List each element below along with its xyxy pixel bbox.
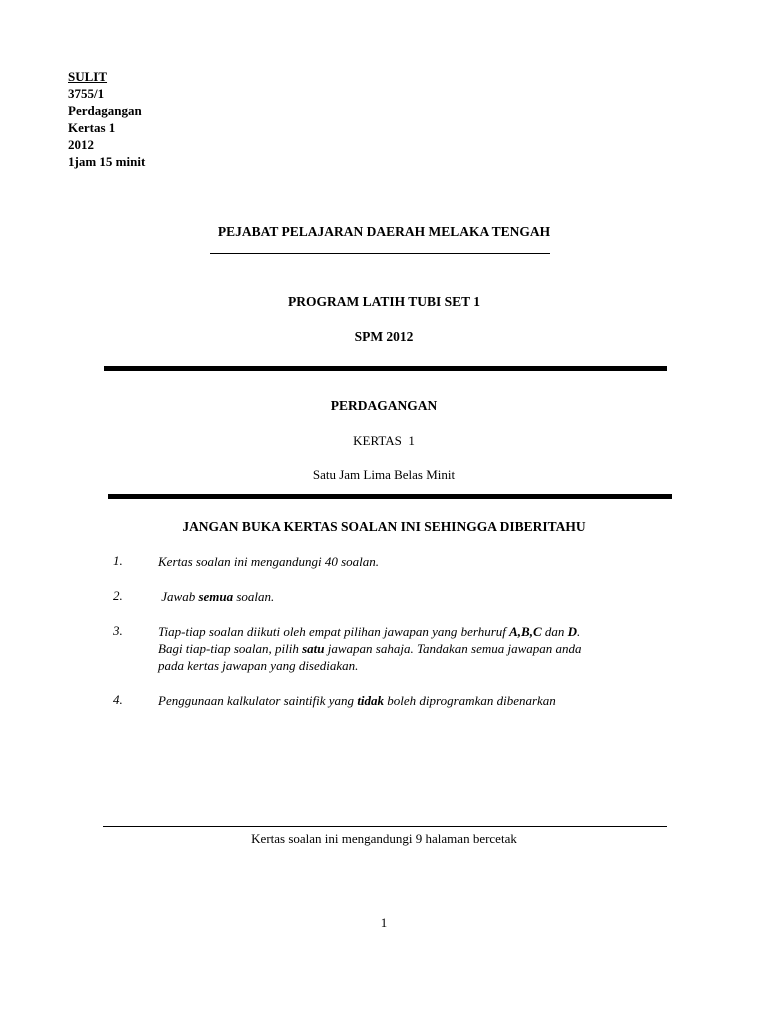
instruction-emphasis: A,B,C [509, 624, 542, 639]
instruction-text-part: boleh diprogramkan dibenarkan [384, 693, 556, 708]
instructions-list [113, 553, 673, 727]
top-thick-divider [104, 366, 667, 371]
instruction-number: 2. [113, 588, 123, 603]
instruction-line [158, 623, 673, 640]
instruction-text [158, 623, 673, 674]
paper-number: Kertas 1 [68, 120, 116, 135]
classification-label: SULIT [68, 69, 108, 84]
page-number: 1 [380, 915, 388, 930]
exam-title: SPM 2012 [354, 329, 414, 344]
office-underline [210, 253, 550, 254]
instruction-emphasis: tidak [357, 693, 385, 708]
instruction-line: pada kertas jawapan yang disediakan. [158, 658, 359, 673]
instruction-text-part: dan [541, 624, 568, 639]
footer-page-count-note: Kertas soalan ini mengandungi 9 halaman bercetak [251, 831, 517, 846]
instruction-emphasis: semua [198, 589, 234, 604]
instruction-text [158, 588, 673, 605]
warning-notice: JANGAN BUKA KERTAS SOALAN INI SEHINGGA DIBERITAHU [182, 519, 586, 534]
instruction-item [113, 553, 673, 570]
instruction-text-part: Tiap-tiap soalan diikuti oleh empat pilihan jawapan yang berhuruf [158, 624, 510, 639]
instruction-text-part: Bagi tiap-tiap soalan, pilih [158, 641, 303, 656]
instruction-item [113, 588, 673, 605]
duration-text: Satu Jam Lima Belas Minit [312, 467, 456, 482]
office-title: PEJABAT PELAJARAN DAERAH MELAKA TENGAH [217, 224, 551, 239]
instruction-number: 3. [113, 623, 123, 638]
instruction-line [158, 640, 673, 657]
instruction-text-part: soalan. [233, 589, 275, 604]
paper-title: KERTAS 1 [353, 433, 415, 448]
program-title: PROGRAM LATIH TUBI SET 1 [287, 294, 481, 309]
footer-divider [103, 826, 667, 827]
instruction-text [158, 692, 673, 709]
instruction-text: Kertas soalan ini mengandungi 40 soalan. [158, 554, 380, 569]
paper-code: 3755/1 [68, 86, 105, 101]
instruction-text-part: . [577, 624, 581, 639]
instruction-text-part: jawapan sahaja. Tandakan semua jawapan anda [324, 641, 582, 656]
bottom-thick-divider [108, 494, 672, 499]
subject-title: PERDAGANGAN [330, 398, 438, 413]
instruction-number: 1. [113, 553, 123, 568]
instruction-item [113, 623, 673, 674]
instruction-item [113, 692, 673, 709]
instruction-number: 4. [113, 692, 123, 707]
instruction-emphasis: D [567, 624, 578, 639]
exam-duration: 1jam 15 minit [68, 154, 146, 169]
subject-name: Perdagangan [68, 103, 142, 118]
instruction-text-part: Jawab [158, 589, 199, 604]
exam-year: 2012 [68, 137, 94, 152]
instruction-text-part: Penggunaan kalkulator saintifik yang [158, 693, 358, 708]
instruction-emphasis: satu [302, 641, 325, 656]
paper-header [68, 68, 145, 170]
